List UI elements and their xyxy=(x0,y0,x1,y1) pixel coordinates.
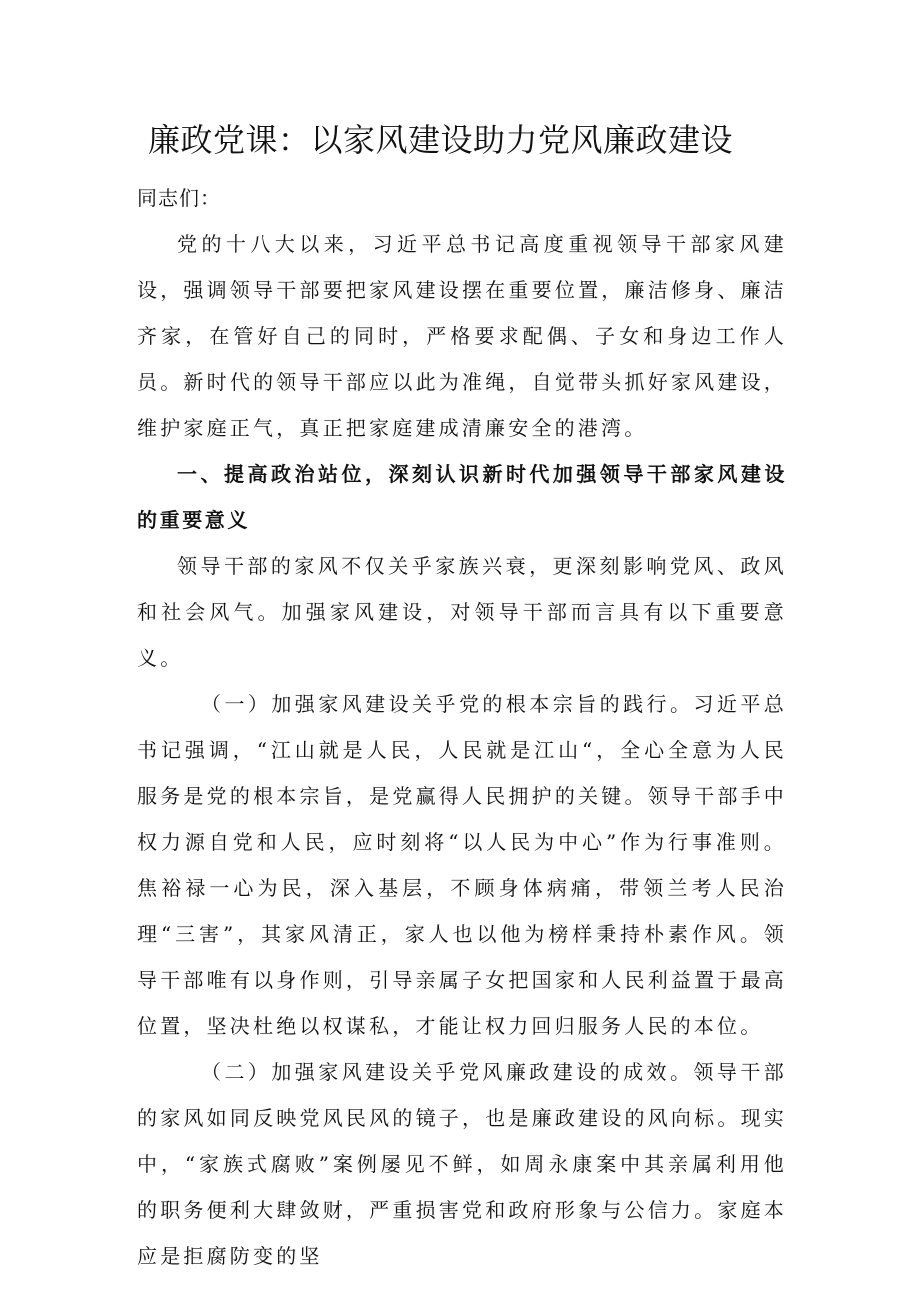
point-1-paragraph: （一）加强家风建设关乎党的根本宗旨的践行。习近平总书记强调，“江山就是人民，人民就是江山“，全心全意为人民服务是党的根本宗旨，是党赢得人民拥护的关键。领导干部手中权力源自党和人民，应时刻将“以人民为中心”作为行事准则。焦裕禄一心为民，深入基层，不顾身体病痛，带领兰考人民治理“三害”，其家风清正，家人也以他为榜样秉持朴素作风。领导干部唯有以身作则，引导亲属子女把国家和人民利益置于最高位置，坚决杜绝以权谋私，才能让权力回归服务人民的本位。 xyxy=(137,692,787,1038)
salutation: 同志们： xyxy=(137,186,221,210)
section-heading-1: 一、提高政治站位，深刻认识新时代加强领导干部家风建设的重要意义 xyxy=(137,462,787,532)
document-body xyxy=(137,221,787,1279)
document-title: 廉政党课：以家风建设助力党风廉政建设 xyxy=(148,121,734,159)
section-1-intro-paragraph: 领导干部的家风不仅关乎家族兴衰，更深刻影响党风、政风和社会风气。加强家风建设，对领导干部而言具有以下重要意义。 xyxy=(137,554,787,670)
intro-paragraph: 党的十八大以来，习近平总书记高度重视领导干部家风建设，强调领导干部要把家风建设摆在重要位置，廉洁修身、廉洁齐家，在管好自己的同时，严格要求配偶、子女和身边工作人员。新时代的领导干部应以此为准绳，自觉带头抓好家风建设，维护家庭正气，真正把家庭建成清廉安全的港湾。 xyxy=(137,232,787,440)
point-2-paragraph: （二）加强家风建设关乎党风廉政建设的成效。领导干部的家风如同反映党风民风的镜子，也是廉政建设的风向标。现实中，“家族式腐败”案例屡见不鲜，如周永康案中其亲属利用他的职务便利大肆敛财，严重损害党和政府形象与公信力。家庭本应是拒腐防变的坚 xyxy=(137,1060,787,1268)
